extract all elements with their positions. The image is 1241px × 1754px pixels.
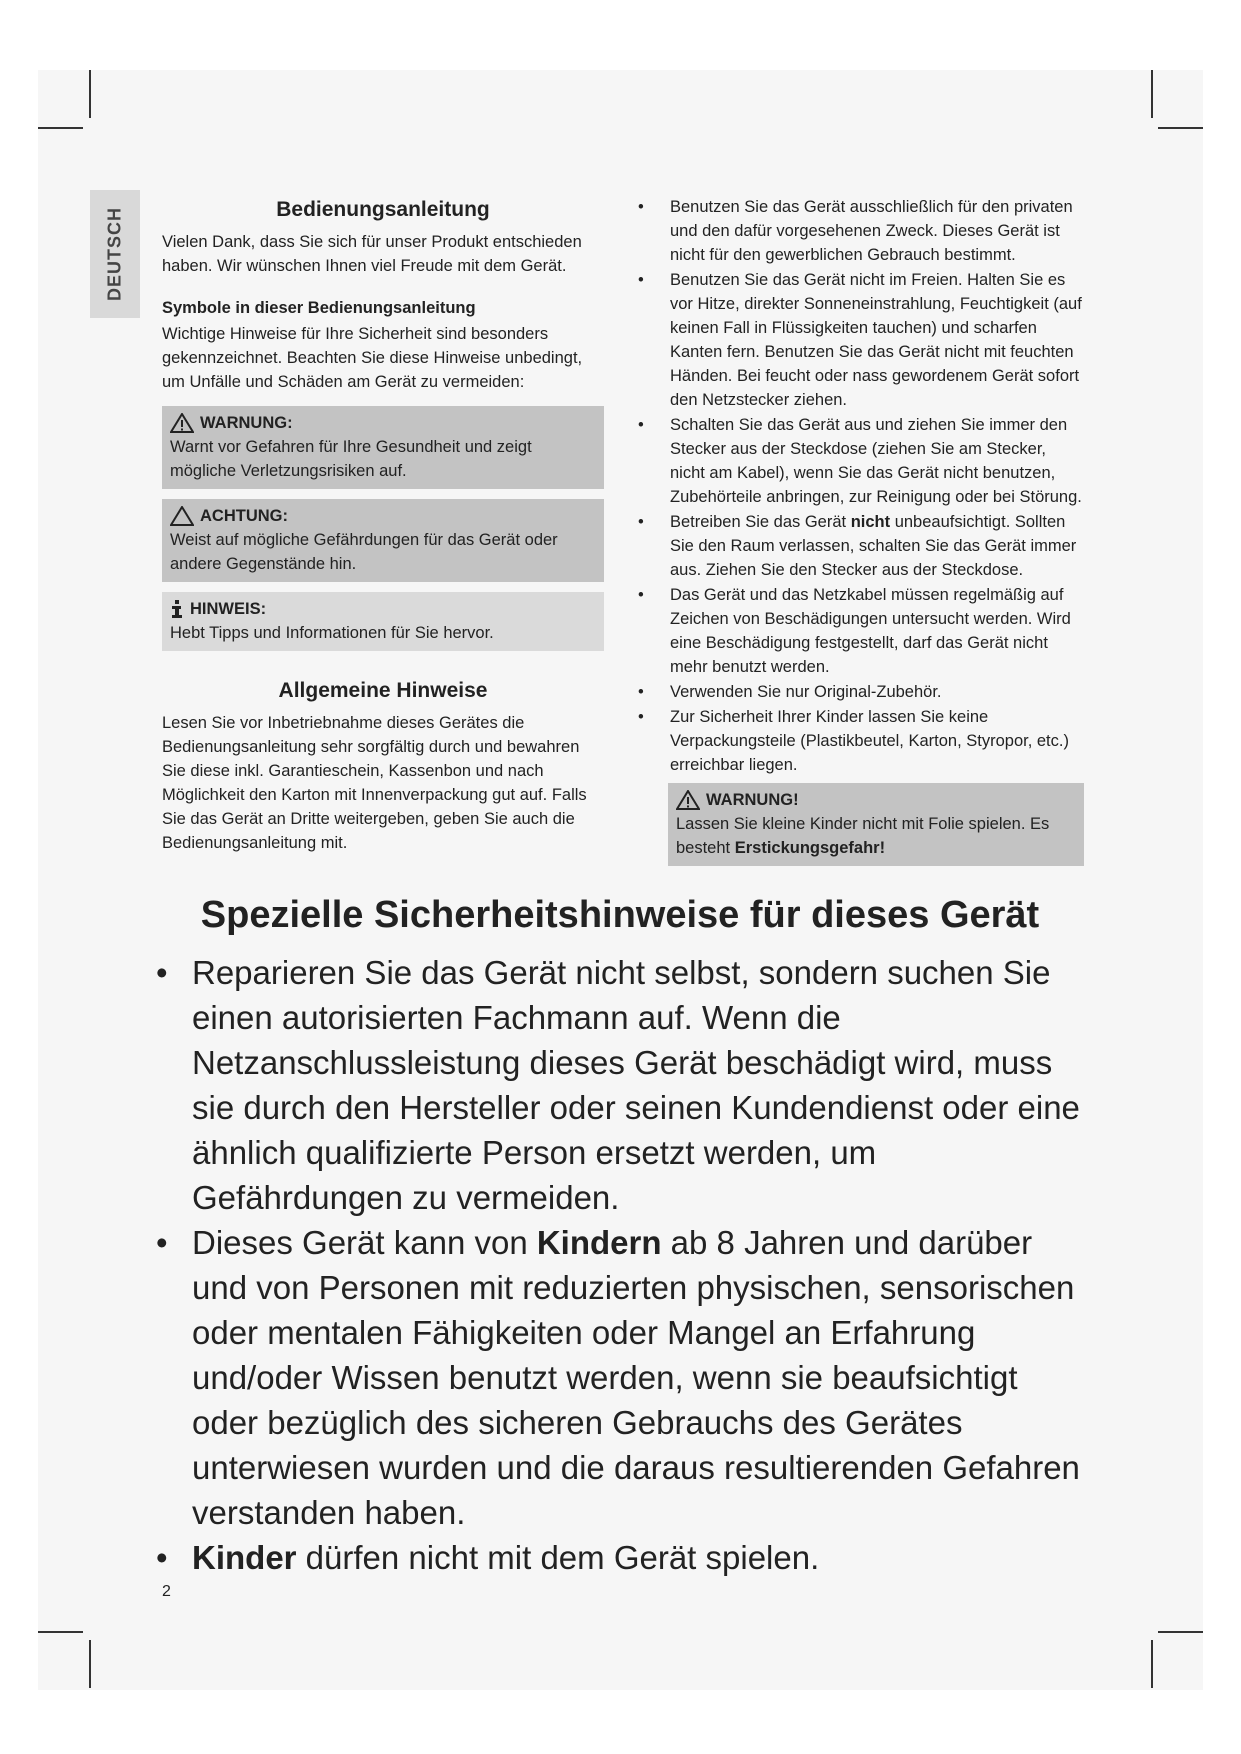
general-title: Allgemeine Hinweise bbox=[278, 679, 488, 702]
right-column bbox=[638, 195, 1084, 876]
list-item-text: Dieses Gerät kann von bbox=[192, 1224, 537, 1261]
children-warning-text bbox=[676, 812, 1076, 860]
note-title: HINWEIS: bbox=[190, 600, 267, 618]
list-item: • Das Gerät und das Netzkabel müssen regelmäßig auf Zeichen von Beschädigungen untersucht werden. Wird eine Beschädigung festgestellt, darf das Gerät nicht mehr benutzt werden. bbox=[638, 583, 1084, 679]
caution-title: ACHTUNG: bbox=[200, 507, 288, 525]
crop-mark bbox=[38, 127, 83, 129]
general-text: Lesen Sie vor Inbetriebnahme dieses Gerätes die Bedienungsanleitung sehr sorgfältig durch und bewahren Sie diese inkl. Garantieschein, Kassenbon und nach Möglichkeit den Karton mit Innenverpackung gut auf. Falls Sie das Gerät an Dritte weitergeben, geben Sie auch die Bedienungsanleitung mit. bbox=[162, 714, 587, 852]
language-tab bbox=[90, 190, 140, 318]
intro-text: Vielen Dank, dass Sie sich für unser Produkt entschieden haben. Wir wünschen Ihnen viel Freude mit dem Gerät. bbox=[162, 233, 582, 275]
note-text: Hebt Tipps und Informationen für Sie hervor. bbox=[170, 624, 494, 642]
warning-title: WARNUNG: bbox=[200, 414, 293, 432]
list-item-text: ab 8 Jahren und darüber und von Personen mit reduzierten physischen, sensorischen oder mentalen Fähigkeiten oder Mangel an Erfahrung und/oder Wissen benutzt werden, wenn sie beaufsichtigt oder bezüglich des sicheren Gebrauchs des Gerätes unterwiesen wurden und die daraus resultierenden Gefahren verstanden haben. bbox=[192, 1224, 1080, 1531]
list-item bbox=[150, 1220, 1090, 1535]
list-item-text: unbeaufsichtigt. Sollten Sie den Raum verlassen, schalten Sie das Gerät immer aus. Ziehen Sie den Stecker aus der Steckdose. bbox=[670, 513, 1077, 579]
safety-list bbox=[638, 195, 1084, 777]
list-item: • Verwenden Sie nur Original-Zubehör. bbox=[638, 680, 1084, 704]
caution-triangle-icon bbox=[170, 506, 194, 526]
list-item bbox=[150, 1535, 1090, 1580]
list-item-bold: Kinder bbox=[192, 1539, 297, 1576]
list-item-bold: nicht bbox=[850, 513, 891, 531]
warning-text-bold: Erstickungsgefahr! bbox=[734, 839, 886, 857]
list-item-text: Betreiben Sie das Gerät bbox=[670, 513, 851, 531]
warning-text: Warnt vor Gefahren für Ihre Gesundheit und zeigt mögliche Verletzungsrisiken auf. bbox=[170, 438, 532, 480]
crop-mark bbox=[89, 1640, 91, 1688]
list-item: • Benutzen Sie das Gerät ausschließlich für den privaten und den dafür vorgesehenen Zweck. Dieses Gerät ist nicht für den gewerblichen Gebrauch bestimmt. bbox=[638, 195, 1084, 267]
special-list bbox=[150, 950, 1090, 1580]
list-item-bold: Kindern bbox=[536, 1224, 662, 1261]
warning-triangle-icon bbox=[170, 413, 194, 433]
warning-triangle-icon bbox=[676, 790, 700, 810]
crop-mark bbox=[38, 1631, 83, 1633]
warning-box bbox=[162, 406, 604, 489]
children-warning-box bbox=[668, 783, 1084, 866]
list-item bbox=[638, 510, 1084, 582]
crop-mark bbox=[1158, 127, 1203, 129]
note-box bbox=[162, 592, 604, 651]
list-item: • Zur Sicherheit Ihrer Kinder lassen Sie keine Verpackungsteile (Plastikbeutel, Karton, Styropor, etc.) erreichbar liegen. bbox=[638, 705, 1084, 777]
left-column bbox=[162, 196, 604, 855]
list-item: • Reparieren Sie das Gerät nicht selbst, sondern suchen Sie einen autorisierten Fachmann auf. Wenn die Netzanschlussleistung dieses Gerät beschädigt wird, muss sie durch den Hersteller oder seinen Kundendienst oder eine ähnlich qualifizierte Person ersetzt werden, um Gefährdungen zu vermeiden. bbox=[150, 950, 1090, 1220]
crop-mark bbox=[1151, 70, 1153, 118]
caution-text: Weist auf mögliche Gefährdungen für das Gerät oder andere Gegenstände hin. bbox=[170, 531, 558, 573]
special-safety-section bbox=[150, 892, 1090, 1580]
manual-title: Bedienungsanleitung bbox=[276, 198, 490, 221]
children-warning-title: WARNUNG! bbox=[706, 791, 799, 809]
info-icon bbox=[170, 599, 184, 619]
symbols-text: Wichtige Hinweise für Ihre Sicherheit sind besonders gekennzeichnet. Beachten Sie diese Hinweise unbedingt, um Unfälle und Schäden am Gerät zu vermeiden: bbox=[162, 325, 583, 391]
list-item: • Schalten Sie das Gerät aus und ziehen Sie immer den Stecker aus der Steckdose (ziehen Sie am Stecker, nicht am Kabel), wenn Sie das Gerät nicht benutzen, Zubehörteile anbringen, zur Reinigung oder bei Störung. bbox=[638, 413, 1084, 509]
page-number: 2 bbox=[162, 1583, 171, 1600]
crop-mark bbox=[1151, 1640, 1153, 1688]
crop-mark bbox=[89, 70, 91, 118]
list-item-text: dürfen nicht mit dem Gerät spielen. bbox=[296, 1539, 820, 1576]
language-label: DEUTSCH bbox=[104, 206, 125, 302]
warning-text-part: Lassen Sie kleine Kinder nicht mit Folie spielen. Es besteht bbox=[676, 815, 1050, 857]
caution-box bbox=[162, 499, 604, 582]
list-item: • Benutzen Sie das Gerät nicht im Freien. Halten Sie es vor Hitze, direkter Sonneneinstrahlung, Feuchtigkeit (auf keinen Fall in Flüssigkeiten tauchen) und scharfen Kanten fern. Benutzen Sie das Gerät nicht mit feuchten Händen. Bei feucht oder nass gewordenem Gerät sofort den Netzstecker ziehen. bbox=[638, 268, 1084, 412]
symbols-heading: Symbole in dieser Bedienungsanleitung bbox=[162, 299, 476, 317]
crop-mark bbox=[1158, 1631, 1203, 1633]
special-title: Spezielle Sicherheitshinweise für dieses Gerät bbox=[200, 894, 1040, 936]
